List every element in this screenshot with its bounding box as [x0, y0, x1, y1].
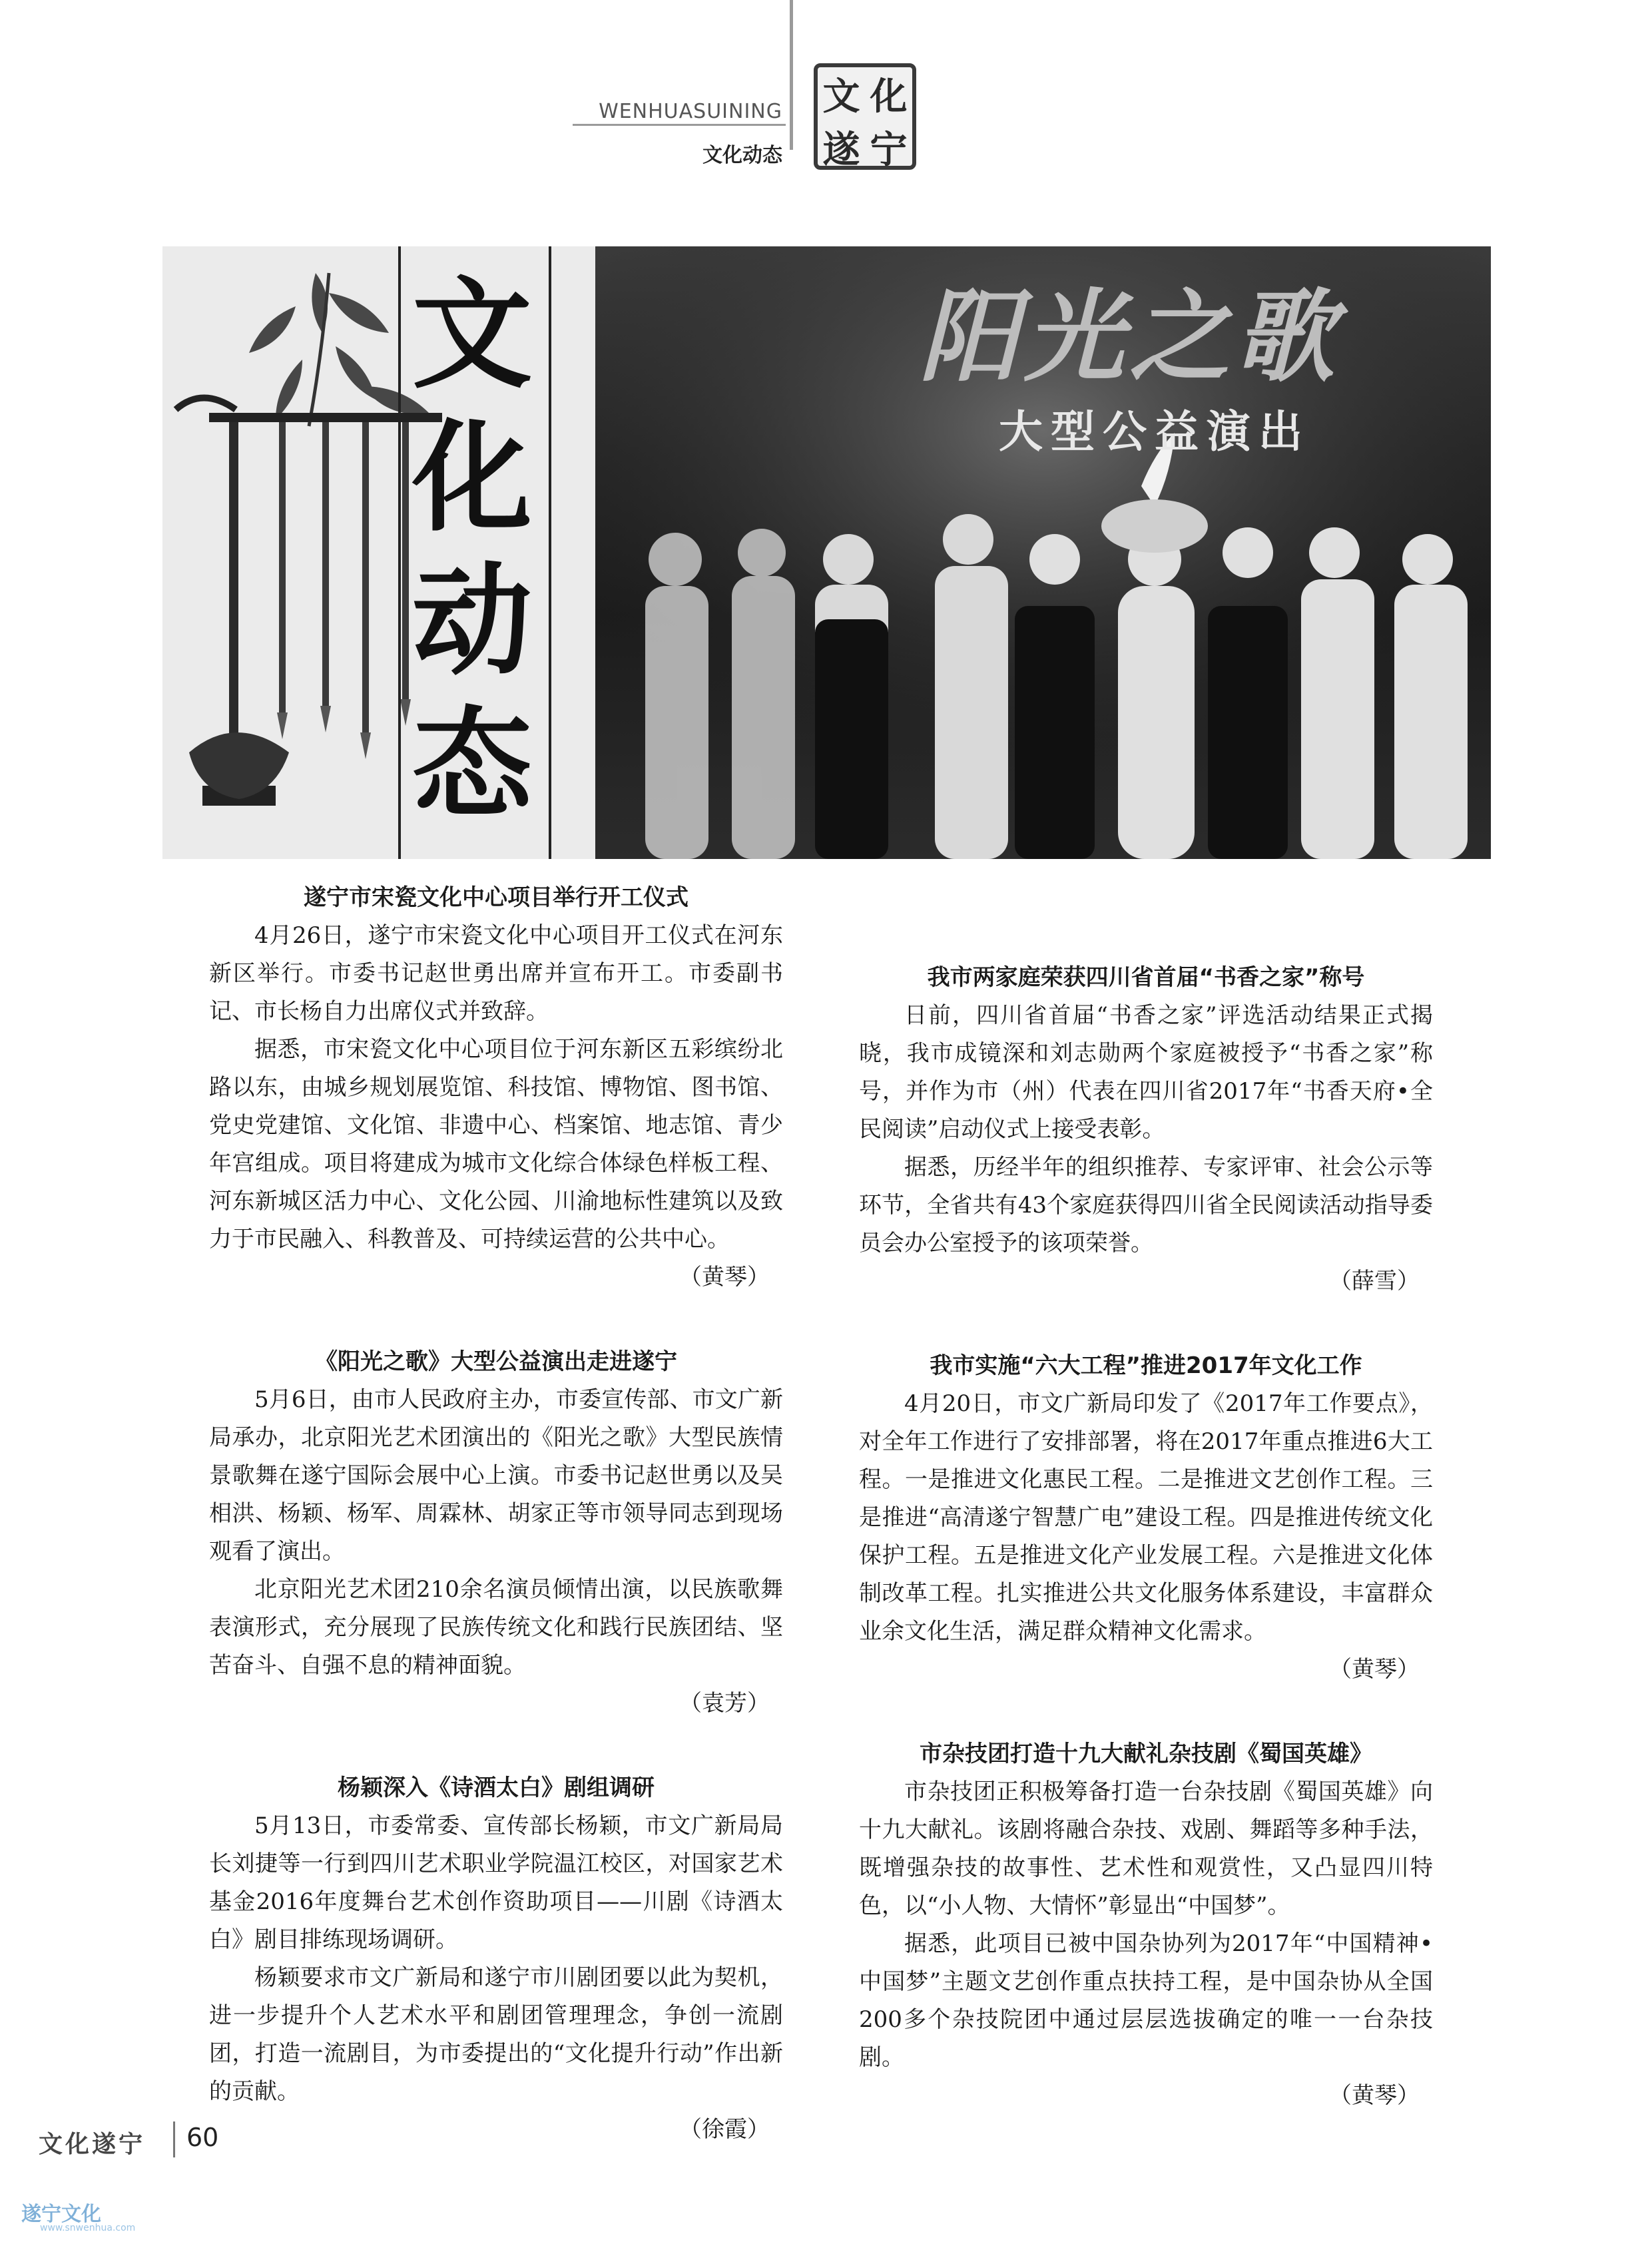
article-author: （黄琴）	[1329, 2082, 1420, 2109]
section-vertical-title	[402, 263, 542, 836]
article-title: 市杂技团打造十九大献礼杂技剧《蜀国英雄》	[920, 1741, 1372, 1767]
photo-title: 阳光之歌	[919, 278, 1340, 396]
footer-magazine-name: 文化遂宁	[39, 2130, 146, 2158]
article-paragraph: 4月20日，市文广新局印发了《2017年工作要点》，对全年工作进行了安排部署，将在2017年重点推进6大工程。一是推进文化惠民工程。二是推进文艺创作工程。三是推进“高清遂宁智慧广电”建设工程。四是推进传统文化保护工程。五是推进文化产业发展工程。六是推进文化体制改革工程。扎实推进公共文化服务体系建设，丰富群众业余文化生活，满足群众精神文化需求。	[859, 1390, 1433, 1645]
article-title: 我市两家庭荣获四川省首届“书香之家”称号	[927, 964, 1365, 991]
title-char: 文	[412, 264, 532, 405]
title-char: 化	[412, 408, 532, 548]
article-paragraph: 北京阳光艺术团210余名演员倾情出演，以民族歌舞表演形式，充分展现了民族传统文化和践行民族团结、坚苦奋斗、自强不息的精神面貌。	[209, 1576, 783, 1679]
article-5	[859, 1347, 1433, 1689]
page-number: 60	[186, 2123, 219, 2152]
title-frame-line-right	[549, 246, 551, 859]
article-title: 遂宁市宋瓷文化中心项目举行开工仪式	[304, 884, 688, 911]
article-paragraph: 据悉，市宋瓷文化中心项目位于河东新区五彩缤纷北路以东，由城乡规划展览馆、科技馆、博物馆、图书馆、党史党建馆、文化馆、非遗中心、档案馆、地志馆、青少年宫组成。项目将建成为城市文化综合体绿色样板工程、河东新城区活力中心、文化公园、川渝地标性建筑以及致力于市民融入、科教普及、可持续运营的公共中心。	[209, 1036, 783, 1253]
article-title: 我市实施“六大工程”推进2017年文化工作	[930, 1352, 1362, 1379]
article-paragraph: 市杂技团正积极筹备打造一台杂技剧《蜀国英雄》向十九大献礼。该剧将融合杂技、戏剧、舞蹈等多种手法，既增强杂技的故事性、艺术性和观赏性，又凸显四川特色，以“小人物、大情怀”彰显出“中国梦”。	[859, 1779, 1433, 1919]
seal-char: 宁	[870, 128, 908, 172]
article-author: （薛雪）	[1329, 1268, 1420, 1294]
article-author: （徐霞）	[679, 2116, 770, 2143]
article-title: 杨颖深入《诗酒太白》剧组调研	[338, 1775, 655, 1801]
right-column	[859, 959, 1433, 2115]
article-paragraph: 5月6日，由市人民政府主办，市委宣传部、市文广新局承办，北京阳光艺术团演出的《阳光之歌》大型民族情景歌舞在遂宁国际会展中心上演。市委书记赵世勇以及吴相洪、杨颖、杨军、周霖林、胡家正等市领导同志到现场观看了演出。	[209, 1386, 783, 1565]
magazine-name-en: WENHUASUINING	[599, 100, 782, 123]
title-char: 动	[412, 551, 532, 691]
footer-divider	[173, 2121, 175, 2157]
header-divider-horizontal	[573, 124, 786, 126]
article-author: （黄琴）	[679, 1264, 770, 1290]
seal-char: 遂	[822, 128, 860, 172]
article-title: 《阳光之歌》大型公益演出走进遂宁	[315, 1348, 677, 1375]
title-frame-line-left	[398, 246, 401, 859]
article-paragraph: 杨颖要求市文广新局和遂宁市川剧团要以此为契机，进一步提升个人艺术水平和剧团管理理念，争创一流剧团，打造一流剧目，为市委提出的“文化提升行动”作出新的贡献。	[209, 1964, 783, 2105]
header-divider-vertical	[790, 0, 793, 150]
seal-char: 化	[870, 75, 908, 119]
photo-subtitle: 大型公益演出	[999, 406, 1310, 457]
article-4	[859, 959, 1433, 1300]
article-author: （黄琴）	[1329, 1656, 1420, 1683]
title-char: 态	[412, 694, 532, 834]
article-author: （袁芳）	[679, 1690, 770, 1717]
article-paragraph: 5月13日，市委常委、宣传部长杨颖，市文广新局局长刘捷等一行到四川艺术职业学院温江校区，对国家艺术基金2016年度舞台艺术创作资助项目——川剧《诗酒太白》剧目排练现场调研。	[209, 1813, 783, 1953]
article-1	[209, 879, 783, 1296]
magazine-seal-logo	[814, 63, 916, 170]
watermark-logo: 遂宁文化	[21, 2203, 101, 2226]
article-paragraph: 4月26日，遂宁市宋瓷文化中心项目开工仪式在河东新区举行。市委书记赵世勇出席并宣布开工。市委副书记、市长杨自力出席仪式并致辞。	[209, 922, 783, 1025]
article-2	[209, 1343, 783, 1723]
seal-char: 文	[822, 75, 860, 119]
watermark-url: www.snwenhua.com	[40, 2223, 136, 2233]
left-column	[209, 879, 783, 2149]
article-3	[209, 1769, 783, 2149]
section-name: 文化动态	[702, 144, 782, 167]
article-paragraph: 日前，四川省首届“书香之家”评选活动结果正式揭晓，我市成镜深和刘志勋两个家庭被授予“书香之家”称号，并作为市（州）代表在四川省2017年“书香天府•全民阅读”启动仪式上接受表彰。	[859, 1002, 1433, 1143]
article-paragraph: 据悉，此项目已被中国杂协列为2017年“中国精神•中国梦”主题文艺创作重点扶持工程，是中国杂协从全国200多个杂技院团中通过层层选拔确定的唯一一台杂技剧。	[859, 1930, 1433, 2071]
article-paragraph: 据悉，历经半年的组织推荐、专家评审、社会公示等环节，全省共有43个家庭获得四川省全民阅读活动指导委员会办公室授予的该项荣誉。	[859, 1154, 1433, 1257]
article-6	[859, 1735, 1433, 2115]
